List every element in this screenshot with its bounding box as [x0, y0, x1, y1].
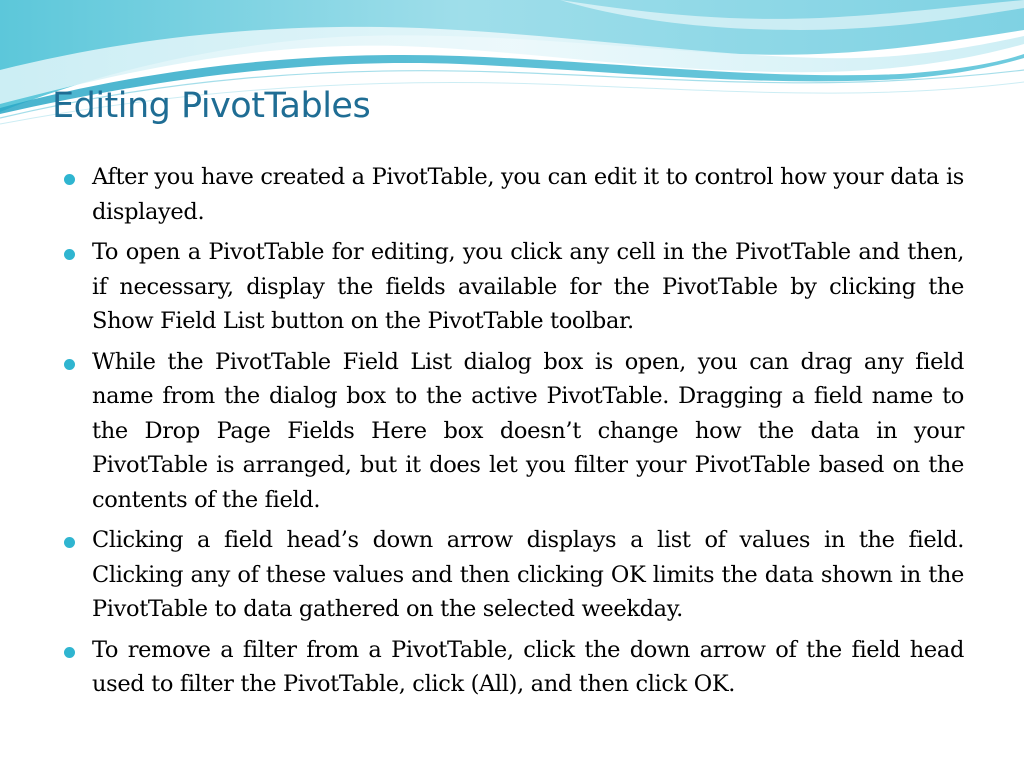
- bullet-list: [62, 160, 964, 708]
- bullet-item: [62, 345, 964, 518]
- bullet-item: [62, 523, 964, 627]
- slide-title: Editing PivotTables: [52, 86, 371, 126]
- bullet-dot-icon: [64, 174, 75, 185]
- bullet-item: [62, 235, 964, 339]
- bullet-dot-icon: [64, 537, 75, 548]
- bullet-dot-icon: [64, 647, 75, 658]
- bullet-text: While the PivotTable Field List dialog box is open, you can drag any field name from the dialog box to the active PivotTable. Dragging a field name to the Drop Page Fields Here box doesn’t change how the data in your PivotTable is arranged, but it does let you filter your PivotTable based on the contents of the field.: [92, 348, 964, 513]
- bullet-item: [62, 633, 964, 702]
- bullet-item: [62, 160, 964, 229]
- bullet-text: Clicking a field head’s down arrow displays a list of values in the field. Clicking any of these values and then clicking OK limits the data shown in the PivotTable to data gathered on the selected weekday.: [92, 527, 964, 622]
- bullet-dot-icon: [64, 359, 75, 370]
- bullet-text: To open a PivotTable for editing, you click any cell in the PivotTable and then, if necessary, display the fields available for the PivotTable by clicking the Show Field List button on the PivotTable toolbar.: [92, 239, 964, 334]
- bullet-text: After you have created a PivotTable, you can edit it to control how your data is displayed.: [92, 164, 964, 225]
- bullet-dot-icon: [64, 249, 75, 260]
- bullet-text: To remove a filter from a PivotTable, click the down arrow of the field head used to filter the PivotTable, click (All), and then click OK.: [92, 636, 964, 697]
